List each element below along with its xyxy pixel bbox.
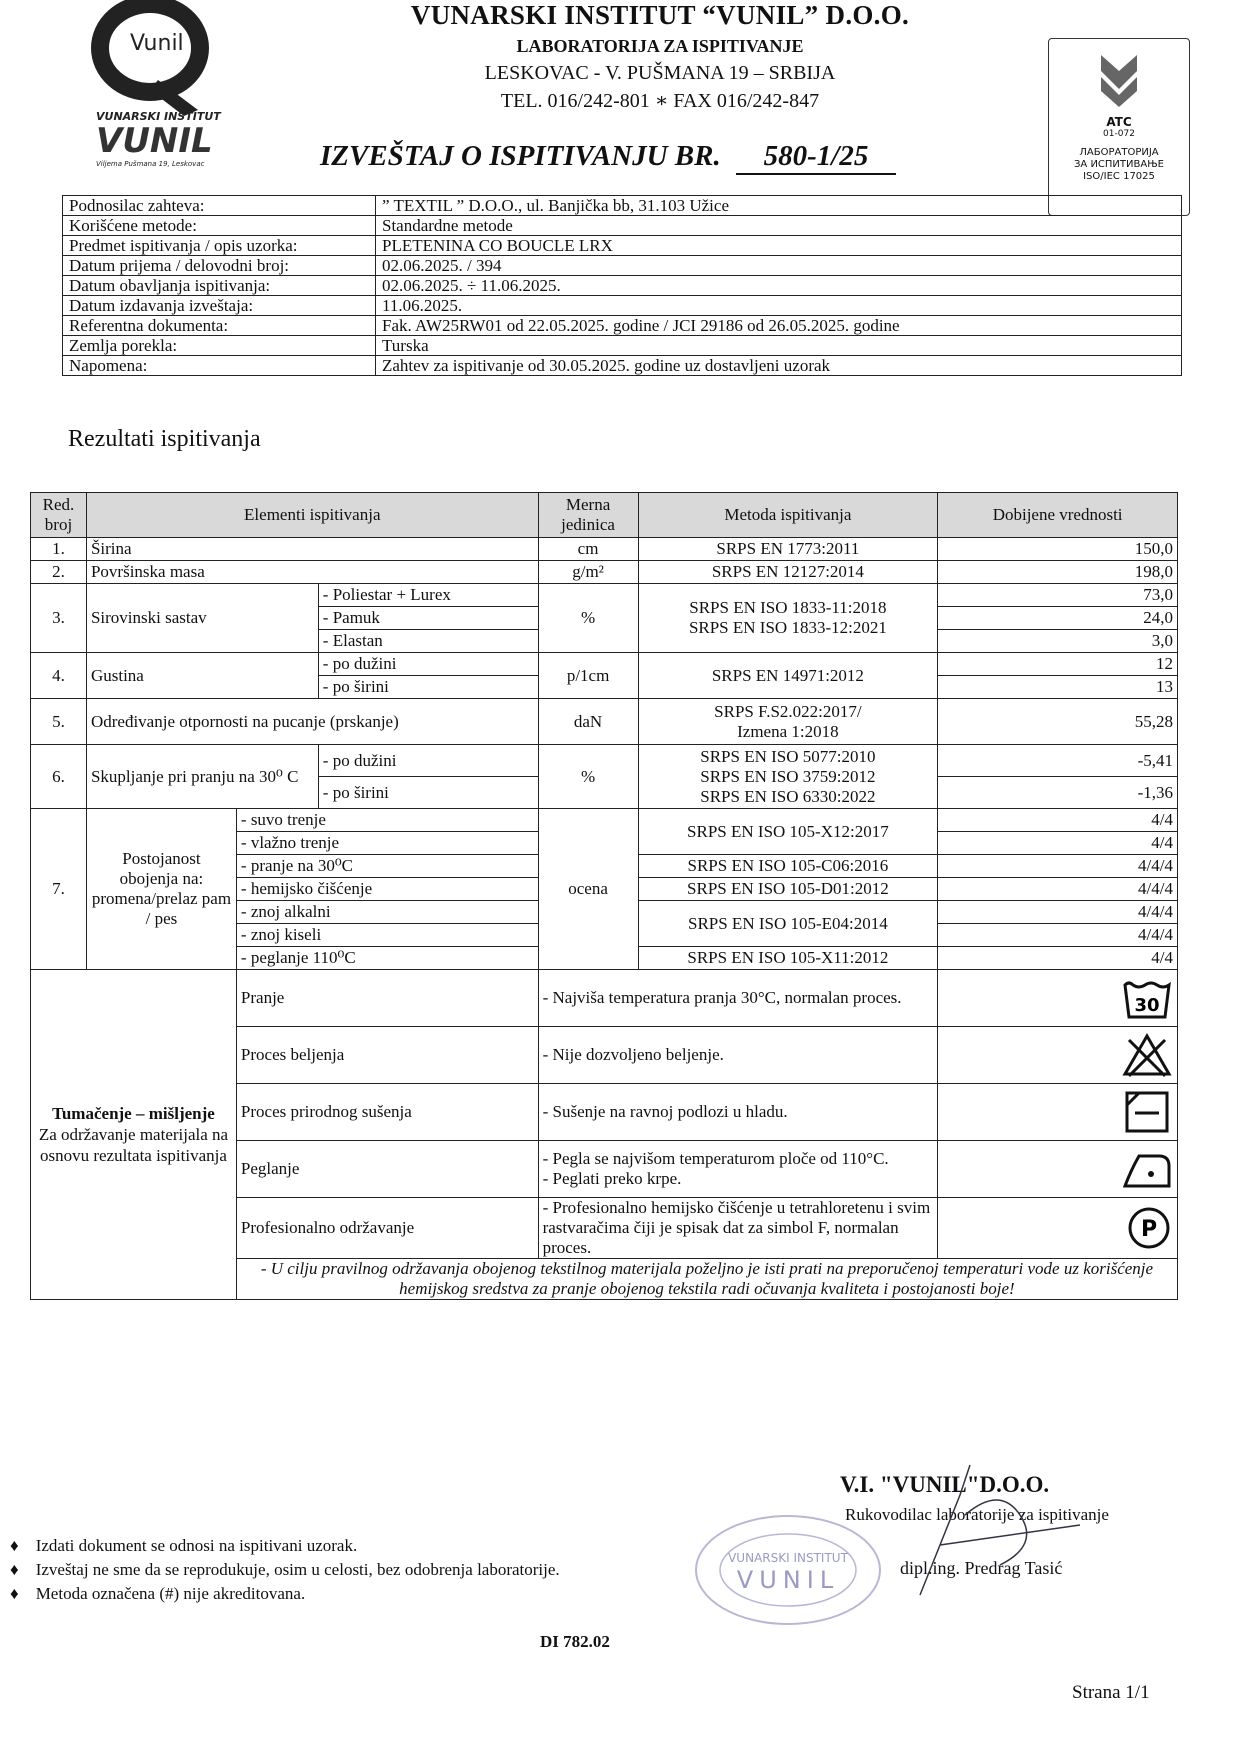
method-line: SRPS F.S2.022:2017/ [714, 701, 862, 721]
logo-text: Vunil [130, 31, 184, 56]
info-label: Predmet ispitivanja / opis uzorka: [63, 236, 376, 256]
row-method [638, 584, 938, 653]
signature-company: V.I. "VUNIL"D.O.O. [840, 1472, 1050, 1497]
row-name: Površinska masa [86, 561, 538, 584]
row-no: 4. [31, 653, 87, 699]
signature-name: dipl.ing. Predrag Tasić [900, 1558, 1063, 1578]
info-row [63, 196, 1182, 216]
logo-brand: VUNIL [96, 121, 213, 161]
report-title-text: IZVEŠTAJ O ISPITIVANJU BR. [320, 140, 721, 172]
info-label: Datum izdavanja izveštaja: [63, 296, 376, 316]
info-label: Podnosilac zahteva: [63, 196, 376, 216]
table-row [31, 538, 1178, 561]
institute-name: VUNARSKI INSTITUT “VUNIL” D.O.O. [410, 0, 910, 30]
atc-code: ATC [1106, 115, 1132, 129]
row-unit: daN [538, 699, 638, 745]
info-value: Standardne metode [376, 216, 1182, 236]
info-value: 02.06.2025. ÷ 11.06.2025. [376, 276, 1182, 296]
interpretation-title: Tumačenje – mišljenje [52, 1104, 215, 1123]
method-line: SRPS EN ISO 3759:2012 [700, 766, 876, 786]
row-name: Širina [86, 538, 538, 561]
row-name: Gustina [86, 653, 318, 699]
row-no: 5. [31, 699, 87, 745]
footnote-text: Izdati dokument se odnosi na ispitivani uzorak. [35, 1536, 358, 1555]
info-row [63, 336, 1182, 356]
row-method [638, 699, 938, 745]
info-row [63, 236, 1182, 256]
interpretation-cell [31, 970, 237, 1300]
atc-line3: ISO/IEC 17025 [1083, 171, 1155, 182]
phone-fax: TEL. 016/242-801 ∗ FAX 016/242-847 [500, 90, 820, 112]
request-info-table [62, 195, 1182, 376]
care-label: Peglanje [236, 1141, 538, 1198]
row-unit: % [538, 745, 638, 809]
interpretation-subtitle: Za održavanje materijala na osnovu rezultata ispitivanja [38, 1125, 229, 1165]
row-method: SRPS EN ISO 105-C06:2016 [638, 855, 938, 878]
table-row [31, 809, 1178, 832]
row-value: 12 [938, 653, 1178, 676]
care-icon-cell [938, 1141, 1178, 1198]
info-label: Napomena: [63, 356, 376, 376]
row-method: SRPS EN 1773:2011 [638, 538, 938, 561]
info-value: 11.06.2025. [376, 296, 1182, 316]
svg-text:30: 30 [1134, 995, 1160, 1016]
info-row [63, 256, 1182, 276]
professional-p-icon [1121, 1205, 1173, 1251]
row-unit: ocena [538, 809, 638, 970]
info-label: Referentna dokumenta: [63, 316, 376, 336]
care-text-line: rastvaračima čiji je spisak dat za simbol F, normalan proces. [542, 1218, 899, 1257]
row-no: 2. [31, 561, 87, 584]
atc-line2: ЗА ИСПИТИВАЊЕ [1074, 159, 1164, 170]
table-row [31, 653, 1178, 676]
sub-label: - hemijsko čišćenje [236, 878, 538, 901]
sub-label: - Pamuk [318, 607, 538, 630]
sub-label: - Elastan [318, 630, 538, 653]
footnote: ♦ Izveštaj ne sme da se reprodukuje, osim u celosti, bez odobrenja laboratorije. [10, 1560, 560, 1579]
row-value: 198,0 [938, 561, 1178, 584]
care-label: Profesionalno održavanje [236, 1198, 538, 1259]
care-text [538, 1198, 938, 1259]
row-value: -1,36 [938, 777, 1178, 809]
page-number: Strana 1/1 [1072, 1682, 1150, 1703]
row-value: 55,28 [938, 699, 1178, 745]
svg-text:P: P [1140, 1217, 1158, 1242]
care-label: Proces beljenja [236, 1027, 538, 1084]
results-table [30, 492, 1178, 1300]
care-label: Proces prirodnog sušenja [236, 1084, 538, 1141]
care-text-line: - Peglati preko krpe. [542, 1169, 682, 1188]
row-no: 7. [31, 809, 87, 970]
info-label: Datum obavljanja ispitivanja: [63, 276, 376, 296]
row-value: 4/4/4 [938, 855, 1178, 878]
row-unit: p/1cm [538, 653, 638, 699]
address: LESKOVAC - V. PUŠMANA 19 – SRBIJA [484, 62, 836, 84]
info-label: Datum prijema / delovodni broj: [63, 256, 376, 276]
footnote: ♦ Izdati dokument se odnosi na ispitivani uzorak. [10, 1536, 358, 1555]
row-method: SRPS EN 12127:2014 [638, 561, 938, 584]
row-value: 24,0 [938, 607, 1178, 630]
row-value: 3,0 [938, 630, 1178, 653]
lab-name: LABORATORIJA ZA ISPITIVANJE [516, 36, 804, 56]
signature-role: Rukovodilac laboratorije za ispitivanje [845, 1505, 1109, 1524]
footnote-text: Izveštaj ne sme da se reprodukuje, osim u celosti, bez odobrenja laboratorije. [35, 1560, 560, 1579]
info-value: Turska [376, 336, 1182, 356]
no-bleach-icon [1121, 1032, 1173, 1078]
sub-label: - peglanje 110⁰C [236, 947, 538, 970]
col-unit: Merna jedinica [538, 493, 638, 538]
footnotes [10, 1535, 560, 1607]
row-method: SRPS EN ISO 105-X11:2012 [638, 947, 938, 970]
info-label: Zemlja porekla: [63, 336, 376, 356]
results-heading: Rezultati ispitivanja [68, 426, 261, 452]
report-title [320, 140, 896, 175]
care-text: - Sušenje na ravnoj podlozi u hladu. [538, 1084, 938, 1141]
info-value: Fak. AW25RW01 od 22.05.2025. godine / JCI 29186 od 26.05.2025. godine [376, 316, 1182, 336]
care-icon-cell [938, 1198, 1178, 1259]
atc-number: 01-072 [1103, 129, 1135, 139]
method-line: SRPS EN ISO 1833-11:2018 [689, 598, 887, 617]
info-value: PLETENINA CO BOUCLE LRX [376, 236, 1182, 256]
method-line: SRPS EN ISO 6330:2022 [700, 786, 876, 806]
sub-label: - Poliestar + Lurex [318, 584, 538, 607]
row-value: 4/4 [938, 809, 1178, 832]
col-value: Dobijene vrednosti [938, 493, 1178, 538]
row-value: 150,0 [938, 538, 1178, 561]
logo-address: Viljema Pušmana 19, Leskovac [96, 160, 205, 168]
care-text: - Nije dozvoljeno beljenje. [538, 1027, 938, 1084]
table-row [31, 699, 1178, 745]
row-value: 13 [938, 676, 1178, 699]
row-no: 1. [31, 538, 87, 561]
sub-label: - suvo trenje [236, 809, 538, 832]
atc-logo-icon [1089, 49, 1149, 109]
sub-label: - vlažno trenje [236, 832, 538, 855]
care-note: - U cilju pravilnog održavanja obojenog tekstilnog materijala poželjno je isti prati na preporučenoj temperaturi vode uz korišćenje hemijskog sredstva za pranje obojenog tekstila radi očuvanja kvaliteta i postojanosti boje! [236, 1259, 1177, 1300]
info-value: Zahtev za ispitivanje od 30.05.2025. godine uz dostavljeni uzorak [376, 356, 1182, 376]
document-code: DI 782.02 [540, 1632, 610, 1651]
care-row [31, 970, 1178, 1027]
wash-30-icon [1121, 975, 1173, 1021]
stamp-text: VUNARSKI INSTITUT [728, 1551, 848, 1565]
accreditation-badge [1048, 38, 1190, 216]
row-no: 6. [31, 745, 87, 809]
info-label: Korišćene metode: [63, 216, 376, 236]
care-text-line: - Profesionalno hemijsko čišćenje u tetrahloretenu i svim [542, 1198, 931, 1217]
info-row [63, 296, 1182, 316]
info-value: 02.06.2025. / 394 [376, 256, 1182, 276]
care-icon-cell [938, 970, 1178, 1027]
row-value: 73,0 [938, 584, 1178, 607]
sub-label: - znoj kiseli [236, 924, 538, 947]
method-line: SRPS EN ISO 5077:2010 [700, 746, 876, 766]
iron-low-icon [1121, 1146, 1173, 1192]
info-row [63, 216, 1182, 236]
sub-label: - pranje na 30⁰C [236, 855, 538, 878]
care-text: - Najviša temperatura pranja 30°C, normalan proces. [538, 970, 938, 1027]
row-value: 4/4/4 [938, 924, 1178, 947]
row-method: SRPS EN ISO 105-X12:2017 [638, 809, 938, 855]
row-value: -5,41 [938, 745, 1178, 777]
row-unit: cm [538, 538, 638, 561]
stamp-brand: VUNIL [736, 1566, 840, 1594]
row-method: SRPS EN ISO 105-E04:2014 [638, 901, 938, 947]
row-name: Sirovinski sastav [86, 584, 318, 653]
institute-logo [88, 0, 238, 175]
info-row [63, 276, 1182, 296]
footnote-text: Metoda označena (#) nije akreditovana. [35, 1584, 306, 1603]
sub-label: - po dužini [318, 653, 538, 676]
row-method: SRPS EN 14971:2012 [638, 653, 938, 699]
row-value: 4/4 [938, 947, 1178, 970]
lab-stamp [688, 1510, 888, 1630]
info-row [63, 316, 1182, 336]
results-header-row [31, 493, 1178, 538]
row-value: 4/4/4 [938, 878, 1178, 901]
col-element: Elementi ispitivanja [86, 493, 538, 538]
logo-caption: VUNARSKI INSTITUT [96, 110, 221, 123]
row-no: 3. [31, 584, 87, 653]
sub-label: - po širini [318, 676, 538, 699]
care-text-line: - Pegla se najvišom temperaturom ploče od 110°C. [542, 1149, 889, 1168]
row-value: 4/4 [938, 832, 1178, 855]
table-row [31, 745, 1178, 777]
row-unit: g/m² [538, 561, 638, 584]
row-name: Skupljanje pri pranju na 30⁰ C [86, 745, 318, 809]
method-line: SRPS EN ISO 1833-12:2021 [688, 618, 887, 637]
row-name: Određivanje otpornosti na pucanje (prskanje) [86, 699, 538, 745]
handwritten-signature [880, 1455, 1120, 1605]
row-value: 4/4/4 [938, 901, 1178, 924]
dry-flat-shade-icon [1121, 1089, 1173, 1135]
care-text [538, 1141, 938, 1198]
atc-line1: ЛАБОРАТОРИЈА [1079, 147, 1159, 158]
row-method [638, 745, 938, 809]
sub-label: - po širini [318, 777, 538, 809]
sub-label: - znoj alkalni [236, 901, 538, 924]
footnote: ♦ Metoda označena (#) nije akreditovana. [10, 1584, 306, 1603]
care-icon-cell [938, 1084, 1178, 1141]
col-method: Metoda ispitivanja [638, 493, 938, 538]
row-name: Postojanost obojenja na: promena/prelaz pam / pes [86, 809, 236, 970]
sub-label: - po dužini [318, 745, 538, 777]
care-label: Pranje [236, 970, 538, 1027]
info-row [63, 356, 1182, 376]
row-unit: % [538, 584, 638, 653]
info-value: ” TEXTIL ” D.O.O., ul. Banjička bb, 31.103 Užice [376, 196, 1182, 216]
care-icon-cell [938, 1027, 1178, 1084]
method-line: Izmena 1:2018 [737, 721, 839, 741]
report-number: 580-1/25 [736, 140, 896, 175]
table-row [31, 584, 1178, 607]
row-method: SRPS EN ISO 105-D01:2012 [638, 878, 938, 901]
table-row [31, 561, 1178, 584]
col-no: Red. broj [31, 493, 87, 538]
